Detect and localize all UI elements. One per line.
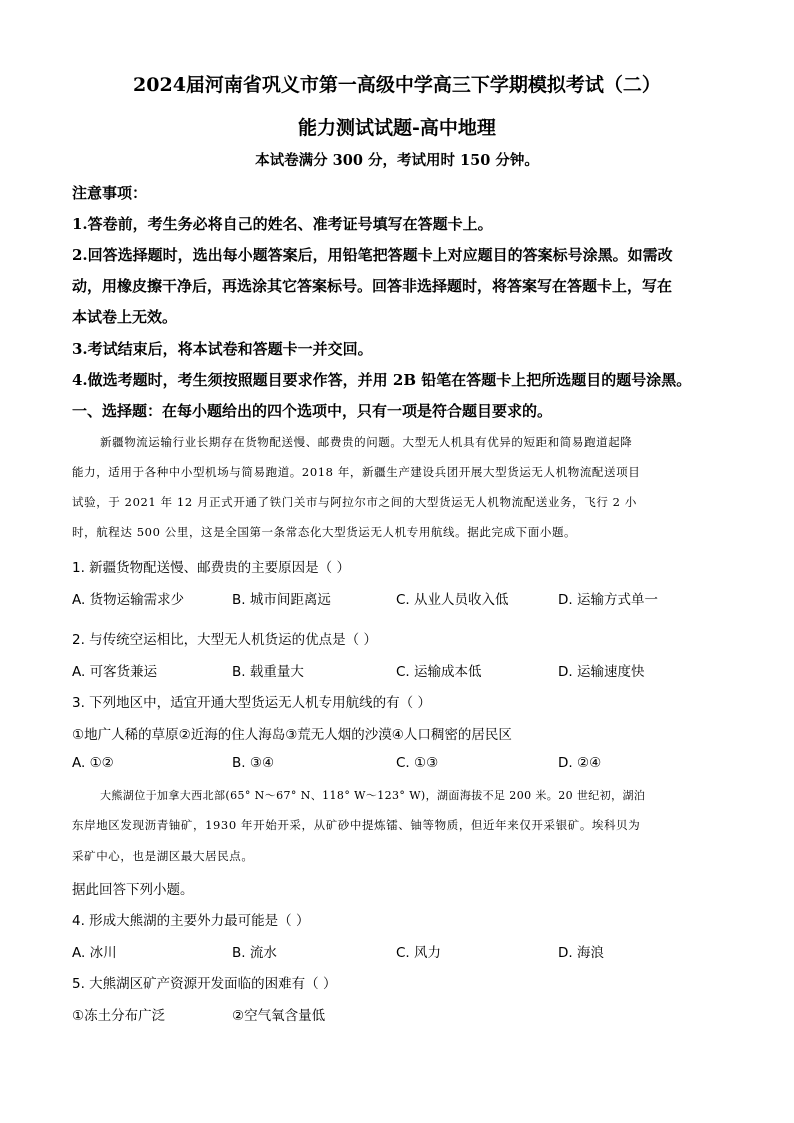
score-info: 本试卷满分 300 分，考试用时 150 分钟。 — [255, 152, 539, 169]
exam-title: 2024届河南省巩义市第一高级中学高三下学期模拟考试（二） — [133, 74, 661, 96]
question-1-stem: 1. 新疆货物配送慢、邮费贵的主要原因是（ ） — [72, 560, 350, 576]
question-3-option-c: C. ①③ — [396, 755, 439, 771]
notice-item-3: 3.考试结束后，将本试卷和答题卡一并交回。 — [72, 340, 373, 358]
question-2-option-d: D. 运输速度快 — [558, 664, 645, 680]
passage-2-line-4: 据此回答下列小题。 — [72, 882, 194, 898]
passage-1-line-2: 能力，适用于各种中小型机场与简易跑道。2018 年，新疆生产建设兵团开展大型货运无人机物流配送项目 — [72, 465, 641, 479]
question-1-option-c: C. 从业人员收入低 — [396, 592, 509, 608]
section-heading: 一、选择题：在每小题给出的四个选项中，只有一项是符合题目要求的。 — [72, 402, 553, 420]
passage-2-line-1: 大熊湖位于加拿大西北部(65° N～67° N、118° W～123° W)，湖面海拔不足 200 米。20 世纪初，湖泊 — [100, 789, 646, 802]
question-4-option-b: B. 流水 — [232, 945, 277, 961]
exam-subtitle: 能力测试试题-高中地理 — [298, 117, 496, 139]
notice-item-2-line-3: 本试卷上无效。 — [72, 308, 178, 326]
question-1-option-a: A. 货物运输需求少 — [72, 592, 185, 608]
question-3-option-d: D. ②④ — [558, 755, 602, 771]
passage-2-line-3: 采矿中心，也是湖区最大居民点。 — [72, 849, 254, 863]
question-4-option-a: A. 冰川 — [72, 945, 117, 961]
question-2-option-a: A. 可客货兼运 — [72, 664, 158, 680]
question-4-option-d: D. 海浪 — [558, 945, 604, 961]
question-4-stem: 4. 形成大熊湖的主要外力最可能是（ ） — [72, 913, 310, 929]
question-1-option-d: D. 运输方式单一 — [558, 592, 658, 608]
question-5-item-2: ②空气氧含量低 — [232, 1008, 326, 1024]
notice-item-2-line-1: 2.回答选择题时，选出每小题答案后，用铅笔把答题卡上对应题目的答案标号涂黑。如需改 — [72, 246, 673, 264]
passage-1-line-1: 新疆物流运输行业长期存在货物配送慢、邮费贵的问题。大型无人机具有优异的短距和简易跑道起降 — [100, 435, 633, 449]
question-5-stem: 5. 大熊湖区矿产资源开发面临的困难有（ ） — [72, 976, 337, 992]
question-4-option-c: C. 风力 — [396, 945, 442, 961]
question-3-items: ①地广人稀的草原②近海的住人海岛③荒无人烟的沙漠④人口稠密的居民区 — [72, 727, 512, 743]
question-3-option-a: A. ①② — [72, 755, 114, 771]
notice-item-4: 4.做选考题时，考生须按照题目要求作答，并用 2B 铅笔在答题卡上把所选题目的题号涂黑。 — [72, 371, 692, 389]
passage-1-line-4: 时，航程达 500 公里，这是全国第一条常态化大型货运无人机专用航线。据此完成下面小题。 — [72, 525, 577, 539]
question-3-option-b: B. ③④ — [232, 755, 275, 771]
notice-item-2-line-2: 动，用橡皮擦干净后，再选涂其它答案标号。回答非选择题时，将答案写在答题卡上，写在 — [72, 277, 673, 295]
question-2-option-b: B. 载重量大 — [232, 664, 304, 680]
question-3-stem: 3. 下列地区中，适宜开通大型货运无人机专用航线的有（ ） — [72, 695, 431, 711]
question-1-option-b: B. 城市间距离远 — [232, 592, 331, 608]
question-2-option-c: C. 运输成本低 — [396, 664, 482, 680]
notice-heading: 注意事项： — [72, 184, 148, 202]
passage-2-line-2: 东岸地区发现沥青铀矿，1930 年开始开采，从矿砂中提炼镭、铀等物质，但近年来仅开采银矿。埃科贝为 — [72, 818, 641, 832]
question-2-stem: 2. 与传统空运相比，大型无人机货运的优点是（ ） — [72, 632, 377, 648]
passage-1-line-3: 试验，于 2021 年 12 月正式开通了铁门关市与阿拉尔市之间的大型货运无人机物流配送业务，飞行 2 小 — [72, 495, 637, 509]
question-5-item-1: ①冻土分布广泛 — [72, 1008, 166, 1024]
notice-item-1: 1.答卷前，考生务必将自己的姓名、准考证号填写在答题卡上。 — [72, 215, 493, 233]
